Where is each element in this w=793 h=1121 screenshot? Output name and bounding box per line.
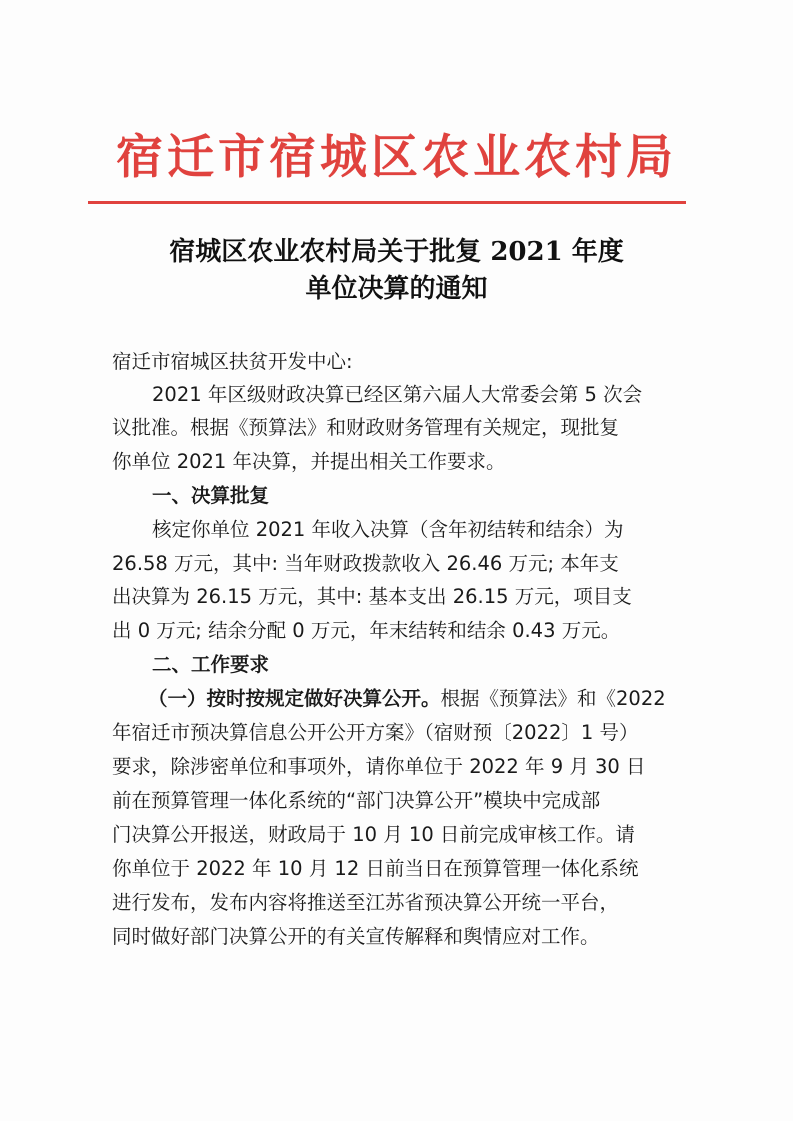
intro-line: 2021 年区级财政决算已经区第六届人大常委会第 5 次会 <box>152 383 643 406</box>
document-title-line-1: 宿城区农业农村局关于批复 2021 年度 <box>169 237 624 267</box>
item-1-first-rest: 根据《预算法》和《2022 <box>440 687 666 710</box>
section-2-heading: 二、工作要求 <box>152 653 270 676</box>
document-title-line-2: 单位决算的通知 <box>305 274 488 304</box>
letterhead-org-name: 宿迁市宿城区农业农村局 <box>116 130 677 185</box>
section-2-item-1-line: 前在预算管理一体化系统的“部门决算公开”模块中完成部 <box>112 789 601 812</box>
section-1-line: 出决算为 26.15 万元，其中: 基本支出 26.15 万元，项目支 <box>112 585 632 608</box>
section-2-item-1-first-line <box>148 684 666 714</box>
intro-line: 你单位 2021 年决算，并提出相关工作要求。 <box>112 450 506 473</box>
section-2-item-1-line: 进行发布，发布内容将推送至江苏省预决算公开统一平台， <box>112 891 620 914</box>
addressee: 宿迁市宿城区扶贫开发中心: <box>112 350 353 373</box>
section-1-line: 出 0 万元; 结余分配 0 万元，年末结转和结余 0.43 万元。 <box>112 619 621 642</box>
section-2-item-1-line: 年宿迁市预决算信息公开公开方案》（宿财预〔2022〕1 号） <box>112 721 639 744</box>
section-2-item-1-line: 你单位于 2022 年 10 月 12 日前当日在预算管理一体化系统 <box>112 857 639 880</box>
intro-line: 议批准。根据《预算法》和财政财务管理有关规定，现批复 <box>112 416 620 439</box>
section-1-heading: 一、决算批复 <box>152 484 270 507</box>
section-1-line: 核定你单位 2021 年收入决算（含年初结转和结余）为 <box>152 518 624 541</box>
section-2-item-1-line: 要求，除涉密单位和事项外，请你单位于 2022 年 9 月 30 日 <box>112 755 646 778</box>
section-2-item-1-line: 门决算公开报送，财政局于 10 月 10 日前完成审核工作。请 <box>112 823 635 846</box>
letterhead-red-rule <box>88 201 686 204</box>
section-1-line: 26.58 万元，其中: 当年财政拨款收入 26.46 万元; 本年支 <box>112 552 619 575</box>
section-2-item-1-line: 同时做好部门决算公开的有关宣传解释和舆情应对工作。 <box>112 925 600 948</box>
item-1-lead: （一）按时按规定做好决算公开。 <box>148 687 441 710</box>
